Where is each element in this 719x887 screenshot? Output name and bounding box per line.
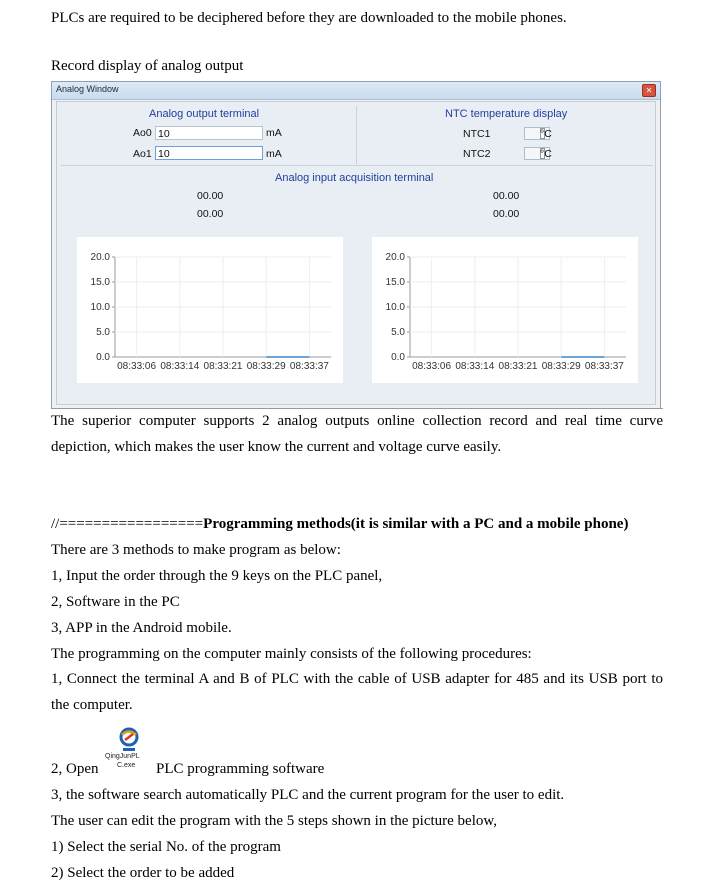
y-tick-label: 5.0 xyxy=(391,327,405,338)
method-2: 2, Software in the PC xyxy=(51,594,180,610)
ao1-unit: mA xyxy=(266,148,282,160)
step-2-suffix: PLC programming software xyxy=(156,761,325,777)
superior-paragraph: The superior computer supports 2 analog outputs online collection record and real time curve depiction, which makes the user know the current and voltage curve easily. xyxy=(51,413,663,455)
programming-title: Programming methods(it is similar with a PC and a mobile phone) xyxy=(203,516,629,532)
ntc-section-heading: NTC temperature display xyxy=(445,108,568,120)
ntc2-label: NTC2 xyxy=(463,148,491,160)
edit-intro: The user can edit the program with the 5 steps shown in the picture below, xyxy=(51,813,497,829)
input-section-heading: Analog input acquisition terminal xyxy=(275,172,434,184)
logo-name: QingJunPL xyxy=(105,753,140,760)
x-tick-label: 08:33:06 xyxy=(412,361,452,372)
left-value-1: 00.00 xyxy=(197,190,224,202)
section-divider xyxy=(356,106,357,164)
analog-window xyxy=(51,81,661,409)
x-tick-label: 08:33:21 xyxy=(203,361,243,372)
window-title: Analog Window xyxy=(56,84,119,94)
intro-paragraph: PLCs are required to be deciphered before they are downloaded to the mobile phones. xyxy=(51,10,567,26)
y-tick-label: 15.0 xyxy=(90,277,110,288)
x-tick-label: 08:33:14 xyxy=(160,361,200,372)
ao0-label: Ao0 xyxy=(133,127,152,139)
right-value-1: 00.00 xyxy=(493,190,520,202)
record-heading: Record display of analog output xyxy=(51,58,244,74)
y-tick-label: 0.0 xyxy=(391,352,405,363)
method-1: 1, Input the order through the 9 keys on the PLC panel, xyxy=(51,568,383,584)
edit-step-2: 2) Select the order to be added xyxy=(51,865,235,881)
ao1-input[interactable]: 10 xyxy=(155,146,263,160)
step-2-prefix: 2, Open xyxy=(51,761,99,777)
y-tick-label: 10.0 xyxy=(90,302,110,313)
close-button[interactable]: ✕ xyxy=(642,84,656,97)
right-chart xyxy=(372,237,638,383)
y-tick-label: 20.0 xyxy=(90,252,110,263)
left-value-2: 00.00 xyxy=(197,208,224,220)
ntc1-unit: °C xyxy=(540,128,552,140)
left-chart-svg xyxy=(77,237,343,383)
window-titlebar xyxy=(52,82,660,100)
ao0-input[interactable]: 10 xyxy=(155,126,263,140)
edit-step-1: 1) Select the serial No. of the program xyxy=(51,839,281,855)
step-1: 1, Connect the terminal A and B of PLC with the cable of USB adapter for 485 and its USB port to the computer. xyxy=(51,671,663,713)
y-tick-label: 0.0 xyxy=(96,352,110,363)
ao1-label: Ao1 xyxy=(133,148,152,160)
x-tick-label: 08:33:29 xyxy=(246,361,286,372)
y-tick-label: 10.0 xyxy=(385,302,405,313)
x-tick-label: 08:33:29 xyxy=(541,361,581,372)
x-tick-label: 08:33:37 xyxy=(584,361,624,372)
window-body xyxy=(56,101,656,405)
method-3: 3, APP in the Android mobile. xyxy=(51,620,232,636)
y-tick-label: 5.0 xyxy=(96,327,110,338)
x-tick-label: 08:33:06 xyxy=(117,361,157,372)
horizontal-divider xyxy=(61,165,653,166)
ntc1-label: NTC1 xyxy=(463,128,491,140)
logo-file: C.exe xyxy=(117,762,136,769)
ntc2-unit: °C xyxy=(540,148,552,160)
methods-intro: There are 3 methods to make program as below: xyxy=(51,542,341,558)
y-tick-label: 15.0 xyxy=(385,277,405,288)
x-tick-label: 08:33:37 xyxy=(289,361,329,372)
step-3: 3, the software search automatically PLC and the current program for the user to edit. xyxy=(51,787,565,803)
x-tick-label: 08:33:21 xyxy=(498,361,538,372)
right-chart-svg xyxy=(372,237,638,383)
procedures-intro: The programming on the computer mainly consists of the following procedures: xyxy=(51,646,532,662)
ao0-unit: mA xyxy=(266,127,282,139)
y-tick-label: 20.0 xyxy=(385,252,405,263)
programming-prefix: //================= xyxy=(51,516,204,532)
output-section-heading: Analog output terminal xyxy=(149,108,260,120)
programming-heading xyxy=(51,514,628,534)
left-chart xyxy=(77,237,343,383)
right-value-2: 00.00 xyxy=(493,208,520,220)
x-tick-label: 08:33:14 xyxy=(455,361,495,372)
